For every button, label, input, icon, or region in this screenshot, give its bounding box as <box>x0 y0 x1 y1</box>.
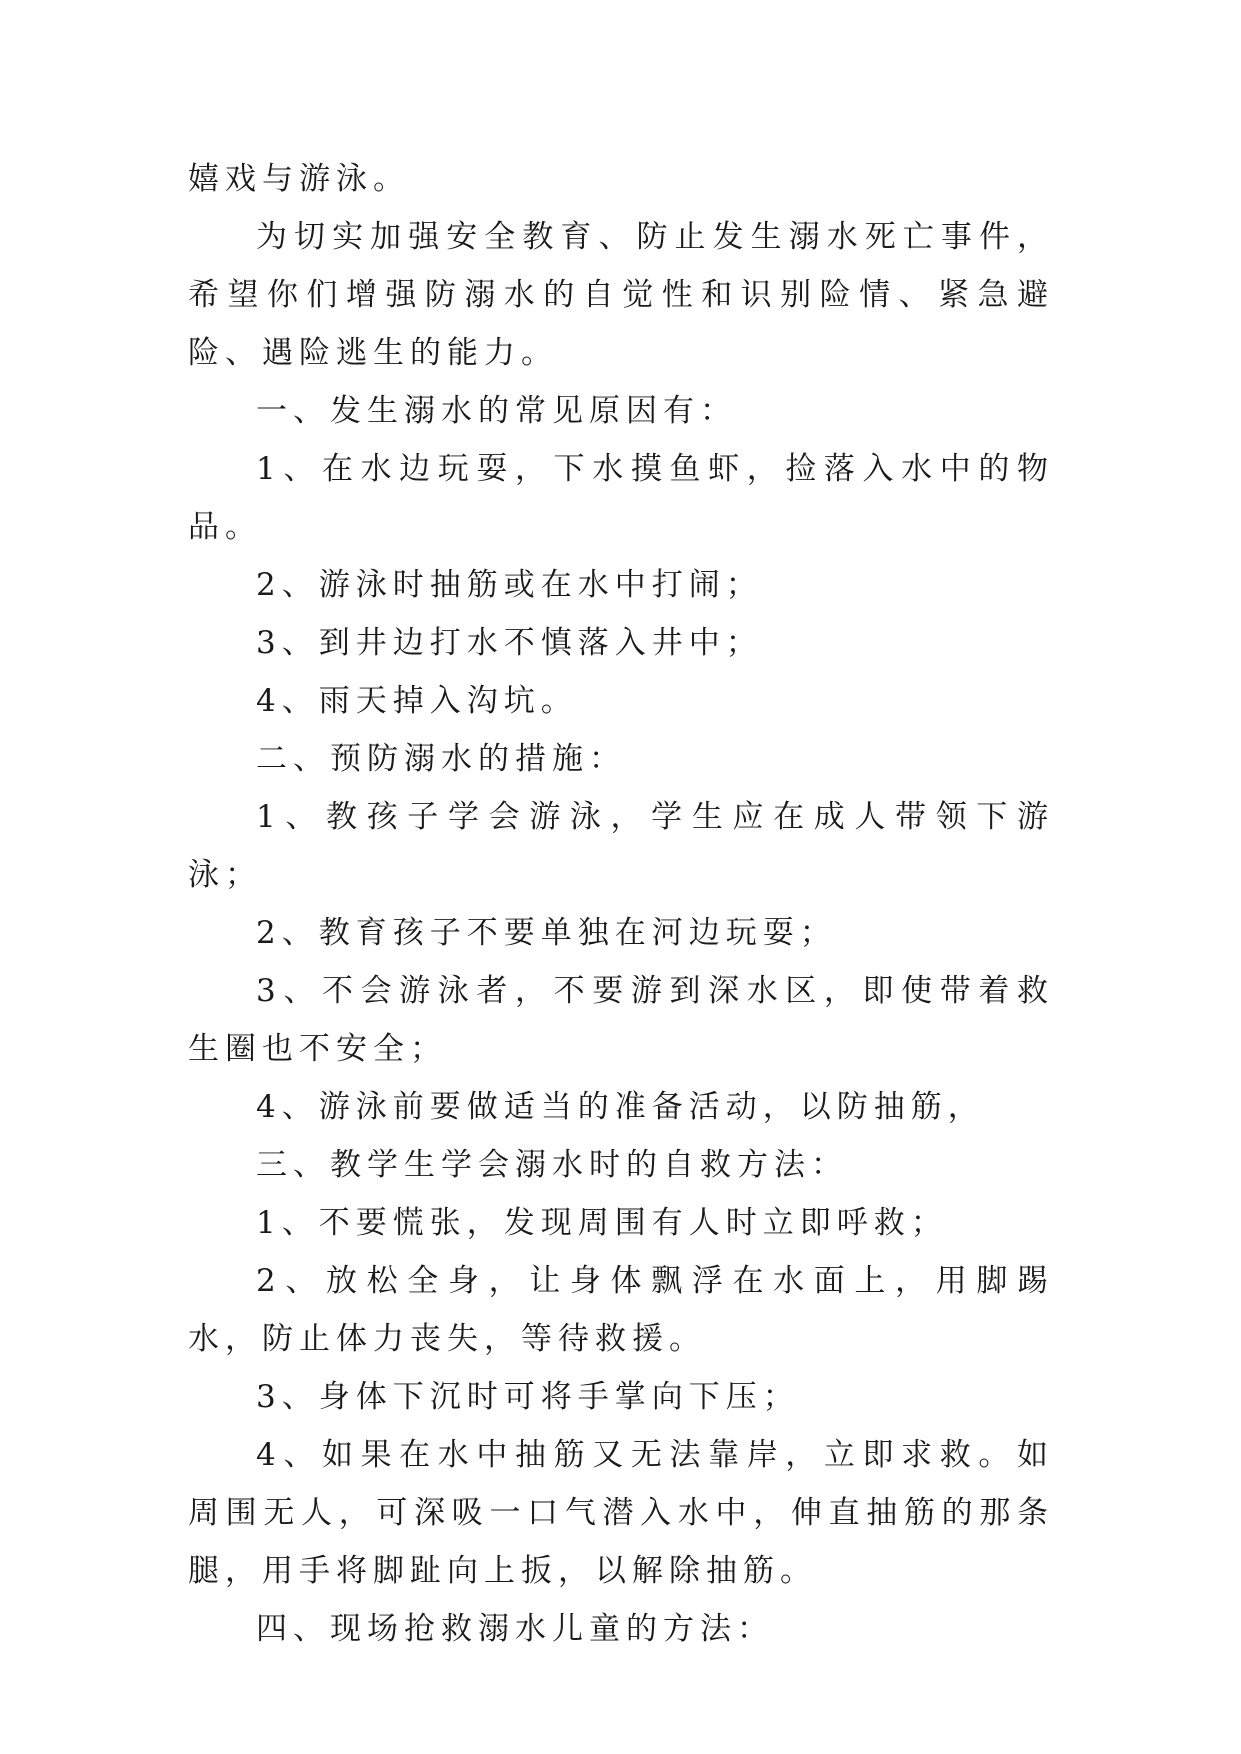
section-heading-causes: 一、发生溺水的常见原因有： <box>256 393 737 429</box>
section-heading-on-site-rescue: 四、现场抢救溺水儿童的方法： <box>256 1611 774 1647</box>
list-item-self-rescue-2: 2、放松全身，让身体飘浮在水面上，用脚踢水，防止体力丧失，等待救援。 <box>188 1263 1054 1357</box>
list-item-self-rescue-3: 3、身体下沉时可将手掌向下压； <box>256 1379 800 1415</box>
list-item-cause-1: 1、在水边玩耍，下水摸鱼虾，捡落入水中的物品。 <box>188 451 1054 545</box>
list-item-cause-3: 3、到井边打水不慎落入井中； <box>256 625 763 661</box>
section-heading-prevention: 二、预防溺水的措施： <box>256 741 626 777</box>
list-item-self-rescue-4: 4、如果在水中抽筋又无法靠岸，立即求救。如周围无人，可深吸一口气潜入水中，伸直抽筋的那条腿，用手将脚趾向上扳，以解除抽筋。 <box>188 1437 1054 1589</box>
list-item-cause-4: 4、雨天掉入沟坑。 <box>256 683 578 719</box>
paragraph-intro: 为切实加强安全教育、防止发生溺水死亡事件，希望你们增强防溺水的自觉性和识别险情、紧急避险、遇险逃生的能力。 <box>188 219 1054 371</box>
paragraph-continuation: 嬉戏与游泳。 <box>188 161 410 197</box>
list-item-self-rescue-1: 1、不要慌张，发现周围有人时立即呼救； <box>256 1205 948 1241</box>
list-item-prevention-2: 2、教育孩子不要单独在河边玩耍； <box>256 915 837 951</box>
list-item-cause-2: 2、游泳时抽筋或在水中打闹； <box>256 567 763 603</box>
list-item-prevention-3: 3、不会游泳者，不要游到深水区，即使带着救生圈也不安全； <box>188 973 1054 1067</box>
list-item-prevention-4: 4、游泳前要做适当的准备活动，以防抽筋， <box>256 1089 985 1125</box>
list-item-prevention-1: 1、教孩子学会游泳，学生应在成人带领下游泳； <box>188 799 1054 893</box>
document-body <box>188 150 1054 1658</box>
section-heading-self-rescue: 三、教学生学会溺水时的自救方法： <box>256 1147 848 1183</box>
